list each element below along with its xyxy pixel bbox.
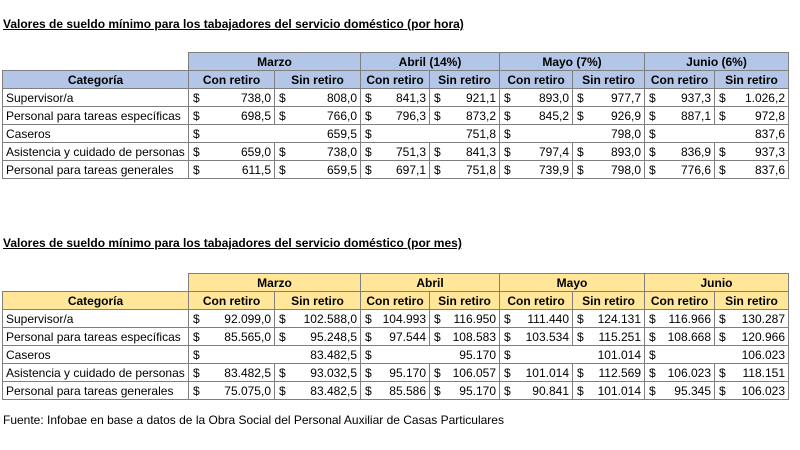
currency-symbol: $ <box>577 90 584 105</box>
sin-retiro-cell <box>430 89 500 107</box>
table-row <box>3 161 789 179</box>
amount-value: 106.023 <box>741 347 785 362</box>
table-row <box>3 125 789 143</box>
amount-value: 937,3 <box>680 90 711 105</box>
currency-symbol: $ <box>504 347 511 362</box>
amount-value: 111.440 <box>527 311 569 326</box>
currency-symbol: $ <box>504 126 511 141</box>
amount-value: 926,9 <box>610 108 641 123</box>
amount-value: 118.151 <box>742 365 785 380</box>
category-cell: Asistencia y cuidado de personas <box>3 364 189 382</box>
category-header: Categoría <box>3 292 189 310</box>
currency-symbol: $ <box>279 311 286 326</box>
con-retiro-header: Con retiro <box>361 71 430 89</box>
sin-retiro-cell <box>430 310 500 328</box>
currency-symbol: $ <box>365 311 372 326</box>
currency-symbol: $ <box>193 311 200 326</box>
monthly-table-title: Valores de sueldo mínimo para los tabajadores del servicio doméstico (por mes) <box>3 236 462 250</box>
con-retiro-cell <box>189 89 275 107</box>
sin-retiro-cell <box>573 161 645 179</box>
currency-symbol: $ <box>577 383 584 398</box>
amount-value: 873,2 <box>465 108 496 123</box>
sin-retiro-cell <box>573 310 645 328</box>
month-header-row <box>3 53 789 71</box>
amount-value: 611,5 <box>241 162 271 177</box>
currency-symbol: $ <box>193 162 200 177</box>
amount-value: 85.565,0 <box>224 329 271 344</box>
amount-value: 845,2 <box>538 108 569 123</box>
currency-symbol: $ <box>193 347 200 362</box>
currency-symbol: $ <box>649 329 656 344</box>
sin-retiro-cell <box>573 143 645 161</box>
currency-symbol: $ <box>719 90 726 105</box>
currency-symbol: $ <box>365 365 372 380</box>
amount-value: 102.588,0 <box>303 311 357 326</box>
currency-symbol: $ <box>649 90 656 105</box>
currency-symbol: $ <box>719 162 726 177</box>
sin-retiro-cell <box>715 161 789 179</box>
currency-symbol: $ <box>649 311 656 326</box>
sin-retiro-cell <box>275 107 361 125</box>
table-row <box>3 143 789 161</box>
amount-value: 808,0 <box>326 90 357 105</box>
con-retiro-cell <box>361 328 430 346</box>
amount-value: 103.534 <box>525 329 569 344</box>
currency-symbol: $ <box>719 108 726 123</box>
con-retiro-cell <box>645 328 715 346</box>
month-header: Marzo <box>189 274 361 292</box>
currency-symbol: $ <box>434 162 441 177</box>
currency-symbol: $ <box>649 365 656 380</box>
sin-retiro-cell <box>275 328 361 346</box>
blank-corner <box>3 53 189 71</box>
sin-retiro-header: Sin retiro <box>275 71 361 89</box>
merged-amount-cell <box>189 346 361 364</box>
table-row <box>3 328 789 346</box>
amount-value: 108.583 <box>452 329 496 344</box>
currency-symbol: $ <box>504 383 511 398</box>
amount-value: 120.966 <box>741 329 785 344</box>
currency-symbol: $ <box>279 383 286 398</box>
amount-value: 796,3 <box>395 108 426 123</box>
category-cell: Caseros <box>3 125 189 143</box>
sin-retiro-cell <box>275 161 361 179</box>
amount-value: 95.170 <box>389 365 426 380</box>
amount-value: 106.023 <box>667 365 711 380</box>
currency-symbol: $ <box>504 365 511 380</box>
currency-symbol: $ <box>504 108 511 123</box>
currency-symbol: $ <box>434 311 441 326</box>
con-retiro-cell <box>500 107 573 125</box>
sin-retiro-cell <box>275 382 361 400</box>
currency-symbol: $ <box>649 347 656 362</box>
con-retiro-header: Con retiro <box>500 71 573 89</box>
currency-symbol: $ <box>504 90 511 105</box>
currency-symbol: $ <box>365 90 372 105</box>
con-retiro-cell <box>189 161 275 179</box>
amount-value: 124.131 <box>597 311 641 326</box>
currency-symbol: $ <box>193 329 200 344</box>
currency-symbol: $ <box>365 329 372 344</box>
column-header-row <box>3 71 789 89</box>
con-retiro-cell <box>189 107 275 125</box>
amount-value: 116.950 <box>453 311 496 326</box>
month-header: Mayo <box>500 274 645 292</box>
currency-symbol: $ <box>365 162 372 177</box>
amount-value: 841,3 <box>395 90 426 105</box>
category-header: Categoría <box>3 71 189 89</box>
category-cell: Personal para tareas específicas <box>3 107 189 125</box>
sin-retiro-header: Sin retiro <box>573 71 645 89</box>
hourly-wage-table <box>2 52 789 179</box>
sin-retiro-cell <box>715 328 789 346</box>
amount-value: 972,8 <box>754 108 785 123</box>
table-row <box>3 310 789 328</box>
amount-value: 1.026,2 <box>744 90 785 105</box>
sin-retiro-cell <box>430 382 500 400</box>
merged-amount-cell <box>645 346 789 364</box>
currency-symbol: $ <box>649 144 656 159</box>
sin-retiro-cell <box>430 328 500 346</box>
currency-symbol: $ <box>279 162 286 177</box>
currency-symbol: $ <box>504 144 511 159</box>
sin-retiro-cell <box>275 310 361 328</box>
merged-amount-cell <box>500 125 645 143</box>
amount-value: 104.993 <box>382 311 426 326</box>
currency-symbol: $ <box>504 311 511 326</box>
month-header: Junio <box>645 274 789 292</box>
amount-value: 921,1 <box>465 90 496 105</box>
con-retiro-cell <box>645 310 715 328</box>
con-retiro-cell <box>500 382 573 400</box>
amount-value: 841,3 <box>465 144 496 159</box>
sin-retiro-cell <box>430 364 500 382</box>
currency-symbol: $ <box>193 126 200 141</box>
amount-value: 93.032,5 <box>310 365 357 380</box>
currency-symbol: $ <box>434 90 441 105</box>
amount-value: 798,0 <box>610 162 641 177</box>
source-note: Fuente: Infobae en base a datos de la Obra Social del Personal Auxiliar de Casas Particulares <box>3 413 504 427</box>
currency-symbol: $ <box>193 383 200 398</box>
category-cell: Supervisor/a <box>3 89 189 107</box>
amount-value: 75.075,0 <box>224 383 271 398</box>
amount-value: 798,0 <box>610 126 641 141</box>
sin-retiro-cell <box>715 107 789 125</box>
currency-symbol: $ <box>649 383 656 398</box>
con-retiro-cell <box>361 161 430 179</box>
amount-value: 90.841 <box>532 383 569 398</box>
amount-value: 659,5 <box>326 162 357 177</box>
con-retiro-cell <box>361 143 430 161</box>
currency-symbol: $ <box>365 347 372 362</box>
currency-symbol: $ <box>365 144 372 159</box>
currency-symbol: $ <box>279 329 286 344</box>
monthly-wage-table <box>2 273 789 400</box>
month-header: Abril <box>361 274 500 292</box>
con-retiro-cell <box>645 143 715 161</box>
amount-value: 115.251 <box>598 329 641 344</box>
amount-value: 751,3 <box>395 144 426 159</box>
con-retiro-cell <box>361 89 430 107</box>
amount-value: 738,0 <box>326 144 357 159</box>
currency-symbol: $ <box>649 108 656 123</box>
month-header: Mayo (7%) <box>500 53 645 71</box>
merged-amount-cell <box>361 125 500 143</box>
amount-value: 95.248,5 <box>310 329 357 344</box>
merged-amount-cell <box>500 346 645 364</box>
con-retiro-cell <box>361 310 430 328</box>
month-header: Abril (14%) <box>361 53 500 71</box>
amount-value: 95.170 <box>459 383 496 398</box>
sin-retiro-cell <box>430 161 500 179</box>
amount-value: 130.287 <box>741 311 785 326</box>
sin-retiro-cell <box>573 89 645 107</box>
currency-symbol: $ <box>434 383 441 398</box>
con-retiro-header: Con retiro <box>645 292 715 310</box>
con-retiro-cell <box>645 161 715 179</box>
amount-value: 83.482,5 <box>310 347 357 362</box>
amount-value: 108.668 <box>667 329 711 344</box>
month-header-row <box>3 274 789 292</box>
currency-symbol: $ <box>577 144 584 159</box>
currency-symbol: $ <box>279 90 286 105</box>
merged-amount-cell <box>645 125 789 143</box>
amount-value: 92.099,0 <box>224 311 271 326</box>
currency-symbol: $ <box>719 365 726 380</box>
currency-symbol: $ <box>193 90 200 105</box>
amount-value: 937,3 <box>754 144 785 159</box>
currency-symbol: $ <box>577 365 584 380</box>
merged-amount-cell <box>361 346 500 364</box>
sin-retiro-cell <box>573 328 645 346</box>
currency-symbol: $ <box>434 108 441 123</box>
amount-value: 698,5 <box>240 108 271 123</box>
amount-value: 887,1 <box>680 108 711 123</box>
category-cell: Supervisor/a <box>3 310 189 328</box>
con-retiro-cell <box>500 89 573 107</box>
currency-symbol: $ <box>193 108 200 123</box>
con-retiro-cell <box>361 382 430 400</box>
sin-retiro-cell <box>715 364 789 382</box>
amount-value: 893,0 <box>538 90 569 105</box>
currency-symbol: $ <box>279 144 286 159</box>
amount-value: 95.345 <box>674 383 711 398</box>
sin-retiro-header: Sin retiro <box>715 71 789 89</box>
blank-corner <box>3 274 189 292</box>
con-retiro-header: Con retiro <box>189 71 275 89</box>
currency-symbol: $ <box>434 365 441 380</box>
currency-symbol: $ <box>365 126 372 141</box>
con-retiro-header: Con retiro <box>361 292 430 310</box>
con-retiro-cell <box>500 328 573 346</box>
currency-symbol: $ <box>577 329 584 344</box>
con-retiro-cell <box>189 143 275 161</box>
category-cell: Asistencia y cuidado de personas <box>3 143 189 161</box>
currency-symbol: $ <box>434 144 441 159</box>
amount-value: 697,1 <box>395 162 426 177</box>
currency-symbol: $ <box>719 383 726 398</box>
con-retiro-cell <box>189 382 275 400</box>
amount-value: 766,0 <box>326 108 357 123</box>
currency-symbol: $ <box>719 329 726 344</box>
sin-retiro-cell <box>430 143 500 161</box>
con-retiro-cell <box>500 161 573 179</box>
sin-retiro-header: Sin retiro <box>430 292 500 310</box>
table-row <box>3 89 789 107</box>
currency-symbol: $ <box>279 365 286 380</box>
amount-value: 101.014 <box>597 383 641 398</box>
sin-retiro-cell <box>715 382 789 400</box>
currency-symbol: $ <box>719 144 726 159</box>
currency-symbol: $ <box>279 108 286 123</box>
category-cell: Personal para tareas generales <box>3 161 189 179</box>
sin-retiro-cell <box>275 143 361 161</box>
con-retiro-header: Con retiro <box>189 292 275 310</box>
amount-value: 116.966 <box>668 311 711 326</box>
sin-retiro-header: Sin retiro <box>715 292 789 310</box>
amount-value: 751,8 <box>465 126 496 141</box>
currency-symbol: $ <box>365 383 372 398</box>
amount-value: 659,5 <box>326 126 357 141</box>
sin-retiro-cell <box>715 89 789 107</box>
amount-value: 776,6 <box>680 162 711 177</box>
merged-amount-cell <box>189 125 361 143</box>
category-cell: Personal para tareas específicas <box>3 328 189 346</box>
sin-retiro-cell <box>573 382 645 400</box>
sin-retiro-header: Sin retiro <box>275 292 361 310</box>
sin-retiro-cell <box>715 310 789 328</box>
amount-value: 85.586 <box>389 383 426 398</box>
table-row <box>3 107 789 125</box>
category-cell: Caseros <box>3 346 189 364</box>
amount-value: 106.057 <box>452 365 496 380</box>
sin-retiro-header: Sin retiro <box>573 292 645 310</box>
con-retiro-cell <box>361 364 430 382</box>
column-header-row <box>3 292 789 310</box>
con-retiro-cell <box>189 310 275 328</box>
currency-symbol: $ <box>434 329 441 344</box>
amount-value: 837,6 <box>754 162 785 177</box>
amount-value: 739,9 <box>538 162 569 177</box>
con-retiro-header: Con retiro <box>645 71 715 89</box>
amount-value: 893,0 <box>610 144 641 159</box>
con-retiro-cell <box>189 328 275 346</box>
table-row <box>3 382 789 400</box>
currency-symbol: $ <box>719 311 726 326</box>
amount-value: 83.482,5 <box>224 365 271 380</box>
amount-value: 101.014 <box>597 347 641 362</box>
amount-value: 751,8 <box>465 162 496 177</box>
con-retiro-header: Con retiro <box>500 292 573 310</box>
amount-value: 101.014 <box>525 365 569 380</box>
sin-retiro-cell <box>573 364 645 382</box>
sin-retiro-cell <box>275 364 361 382</box>
currency-symbol: $ <box>193 365 200 380</box>
con-retiro-cell <box>500 143 573 161</box>
con-retiro-cell <box>645 107 715 125</box>
con-retiro-cell <box>645 382 715 400</box>
sin-retiro-cell <box>573 107 645 125</box>
table-row <box>3 364 789 382</box>
amount-value: 95.170 <box>459 347 496 362</box>
currency-symbol: $ <box>504 329 511 344</box>
amount-value: 837,6 <box>754 126 785 141</box>
currency-symbol: $ <box>577 311 584 326</box>
currency-symbol: $ <box>577 162 584 177</box>
con-retiro-cell <box>500 364 573 382</box>
con-retiro-cell <box>645 89 715 107</box>
currency-symbol: $ <box>193 144 200 159</box>
month-header: Marzo <box>189 53 361 71</box>
con-retiro-cell <box>189 364 275 382</box>
sin-retiro-header: Sin retiro <box>430 71 500 89</box>
con-retiro-cell <box>645 364 715 382</box>
amount-value: 738,0 <box>240 90 271 105</box>
month-header: Junio (6%) <box>645 53 789 71</box>
hourly-table-title: Valores de sueldo mínimo para los tabajadores del servicio doméstico (por hora) <box>3 17 464 31</box>
currency-symbol: $ <box>504 162 511 177</box>
amount-value: 797,4 <box>538 144 569 159</box>
sin-retiro-cell <box>715 143 789 161</box>
category-cell: Personal para tareas generales <box>3 382 189 400</box>
amount-value: 106.023 <box>741 383 785 398</box>
currency-symbol: $ <box>577 108 584 123</box>
currency-symbol: $ <box>649 162 656 177</box>
currency-symbol: $ <box>649 126 656 141</box>
table-row <box>3 346 789 364</box>
currency-symbol: $ <box>365 108 372 123</box>
amount-value: 659,0 <box>240 144 271 159</box>
sin-retiro-cell <box>430 107 500 125</box>
amount-value: 977,7 <box>610 90 641 105</box>
con-retiro-cell <box>500 310 573 328</box>
amount-value: 836,9 <box>680 144 711 159</box>
amount-value: 83.482,5 <box>310 383 357 398</box>
amount-value: 112.569 <box>598 365 641 380</box>
amount-value: 97.544 <box>389 329 426 344</box>
sin-retiro-cell <box>275 89 361 107</box>
con-retiro-cell <box>361 107 430 125</box>
